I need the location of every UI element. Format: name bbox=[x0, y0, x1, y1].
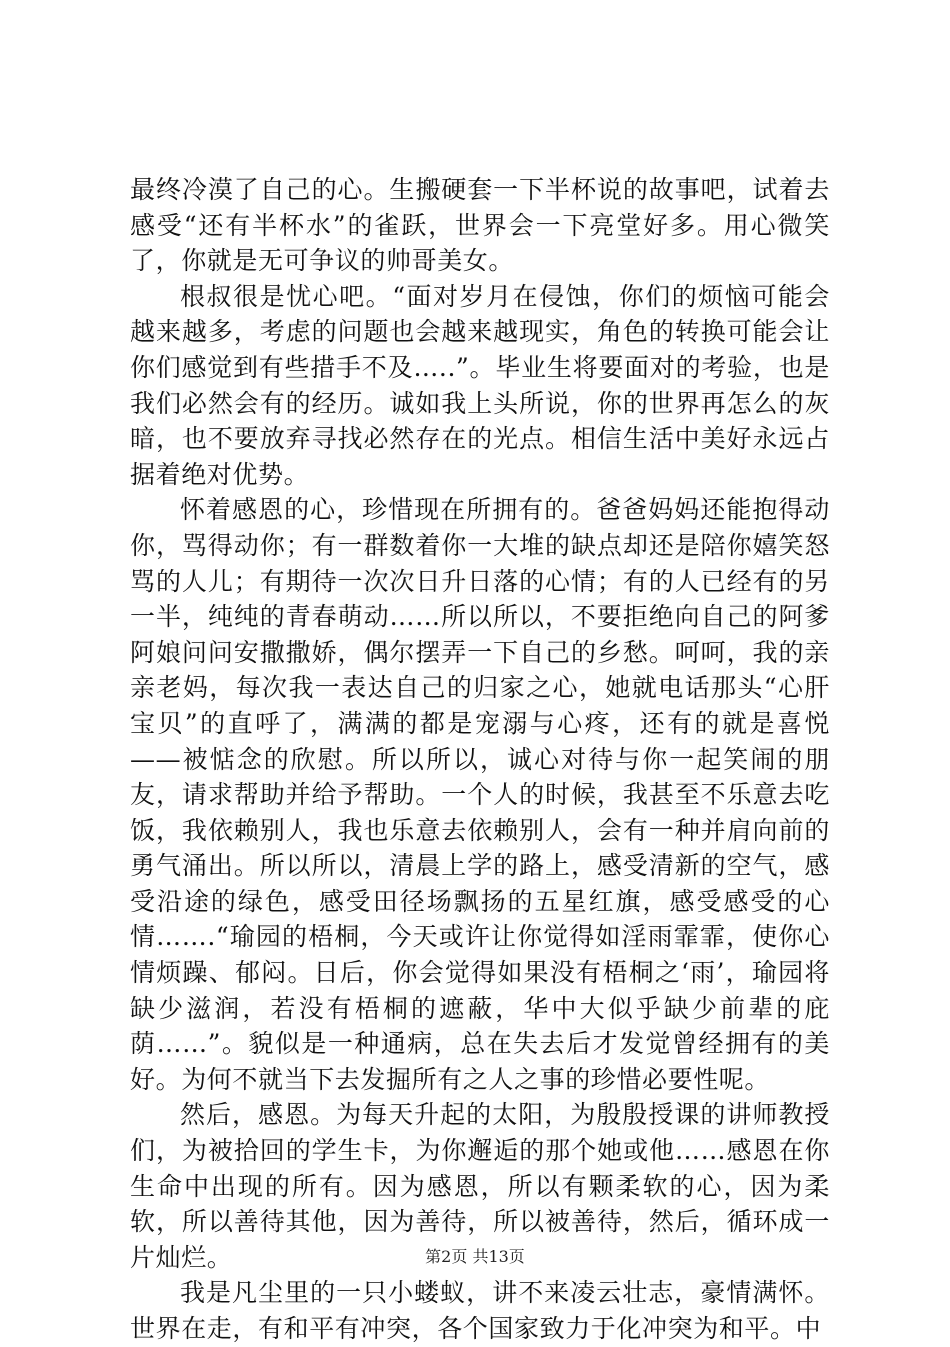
page-footer: 第2页 共13页 bbox=[425, 1247, 525, 1266]
paragraph-4: 然后，感恩。为每天升起的太阳，为殷殷授课的讲师教授们，为被拾回的学生卡，为你邂逅的那个她或他……感恩在你生命中出现的所有。因为感恩，所以有颗柔软的心，因为柔软，所以善待其他，因为善待，所以被善待，然后，循环成一片灿烂。 bbox=[130, 1100, 830, 1272]
paragraph-3: 怀着感恩的心，珍惜现在所拥有的。爸爸妈妈还能抱得动你，骂得动你；有一群数着你一大堆的缺点却还是陪你嬉笑怒骂的人儿；有期待一次次日升日落的心情；有的人已经有的另一半，纯纯的青春萌动……所以所以，不要拒绝向自己的阿爹阿娘问问安撒撒娇，偶尔摆弄一下自己的乡愁。呵呵，我的亲亲老妈，每次我一表达自己的归家之心，她就电话那头“心肝宝贝”的直呼了，满满的都是宠溺与心疼，还有的就是喜悦——被惦念的欣慰。所以所以，诚心对待与你一起笑闹的朋友，请求帮助并给予帮助。一个人的时候，我甚至不乐意去吃饭，我依赖别人，我也乐意去依赖别人，会有一种并肩向前的勇气涌出。所以所以，清晨上学的路上，感受清新的空气，感受沿途的绿色，感受田径场飘扬的五星红旗，感受感受的心情…….“瑜园的梧桐，今天或许让你觉得如淫雨霏霏，使你心情烦躁、郁闷。日后，你会觉得如果没有梧桐之‘雨’，瑜园将缺少滋润，若没有梧桐的遮蔽，华中大似乎缺少前辈的庇荫……”。貌似是一种通病，总在失去后才发觉曾经拥有的美好。为何不就当下去发掘所有之人之事的珍惜必要性呢。 bbox=[130, 495, 830, 1094]
paragraph-1: 最终冷漠了自己的心。生搬硬套一下半杯说的故事吧，试着去感受“还有半杯水”的雀跃，世界会一下亮堂好多。用心微笑了，你就是无可争议的帅哥美女。 bbox=[130, 175, 830, 276]
paragraph-5: 我是凡尘里的一只小蝼蚁，讲不来凌云壮志，豪情满怀。世界在走，有和平有冲突，各个国家致力于化冲突为和平。中 bbox=[130, 1278, 830, 1343]
document-body bbox=[130, 172, 830, 1347]
paragraph-2: 根叔很是忧心吧。“面对岁月在侵蚀，你们的烦恼可能会越来越多，考虑的问题也会越来越现实，角色的转换可能会让你们感觉到有些措手不及…..”。毕业生将要面对的考验，也是我们必然会有的经历。诚如我上头所说，你的世界再怎么的灰暗，也不要放弃寻找必然存在的光点。相信生活中美好永远占据着绝对优势。 bbox=[130, 281, 830, 489]
